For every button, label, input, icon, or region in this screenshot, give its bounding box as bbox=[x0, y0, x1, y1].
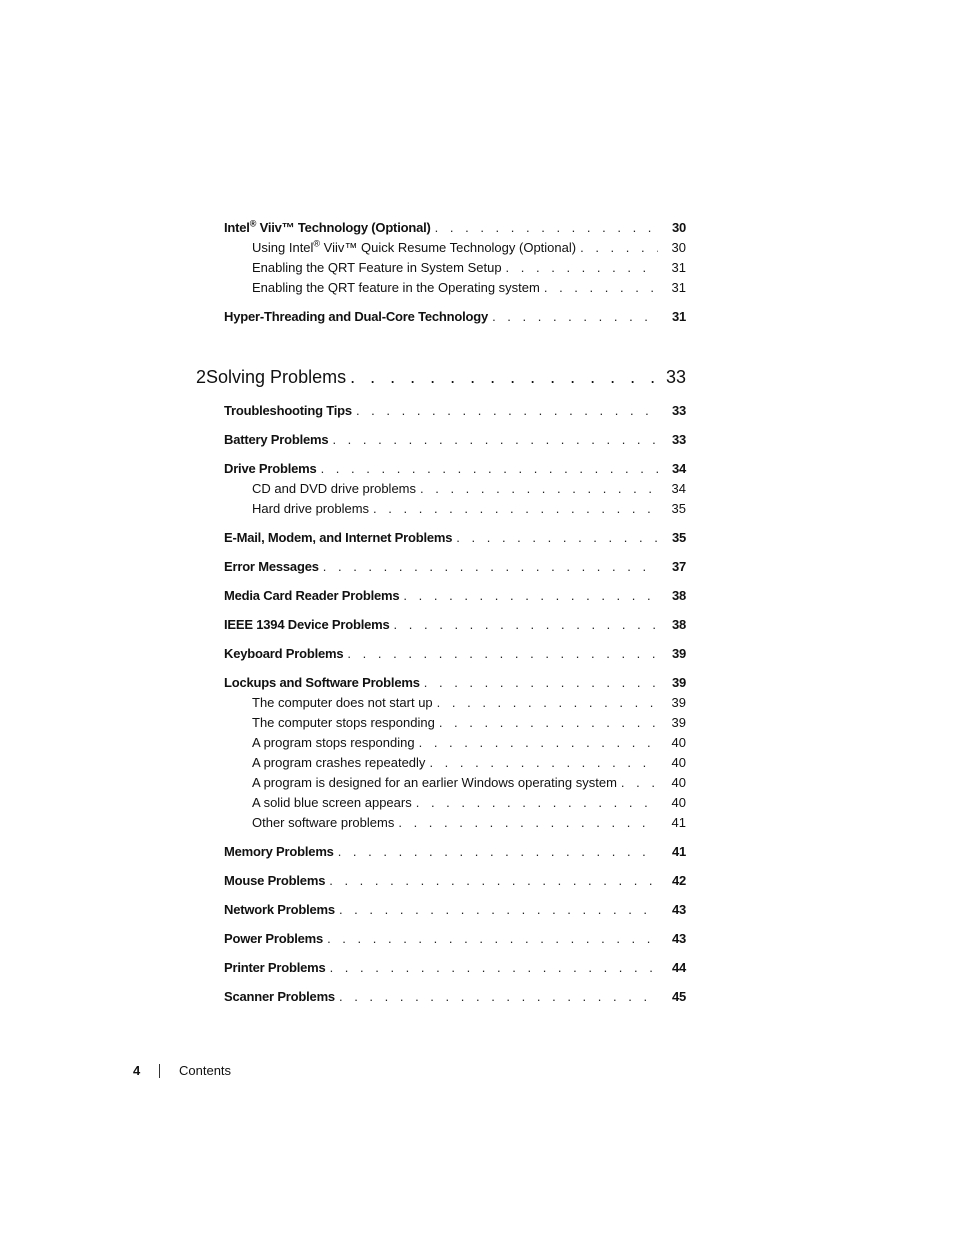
toc-entry-title: Hyper-Threading and Dual-Core Technology bbox=[224, 309, 489, 324]
toc-entry[interactable] bbox=[224, 900, 686, 920]
leader-dots bbox=[327, 929, 658, 949]
toc-entry-page: 30 bbox=[671, 240, 686, 255]
toc-entry-title: A program crashes repeatedly bbox=[252, 755, 426, 770]
toc-entry-title: Other software problems bbox=[252, 815, 395, 830]
leader-dots bbox=[544, 278, 658, 298]
leader-dots bbox=[429, 753, 658, 773]
toc-entry-title: Intel® Viiv™ Technology (Optional) bbox=[224, 218, 431, 235]
toc-subentry[interactable] bbox=[224, 499, 686, 519]
toc-entry-title: Power Problems bbox=[224, 931, 324, 946]
toc-top-section bbox=[224, 218, 686, 327]
toc-entry-page: 30 bbox=[671, 220, 686, 235]
toc-entry-title: Error Messages bbox=[224, 559, 319, 574]
toc-entry-page: 39 bbox=[671, 695, 686, 710]
toc-entry-page: 31 bbox=[671, 309, 686, 324]
leader-dots bbox=[338, 842, 658, 862]
toc-entry-title: A program stops responding bbox=[252, 735, 415, 750]
toc-subentry[interactable] bbox=[224, 479, 686, 499]
toc-entry-page: 40 bbox=[671, 755, 686, 770]
leader-dots bbox=[420, 479, 658, 499]
toc-entry[interactable] bbox=[224, 644, 686, 664]
leader-dots bbox=[492, 307, 658, 327]
leader-dots bbox=[456, 528, 658, 548]
toc-subentry[interactable] bbox=[224, 258, 686, 278]
leader-dots bbox=[339, 900, 658, 920]
toc-entry[interactable] bbox=[224, 842, 686, 862]
toc-entry-page: 44 bbox=[671, 960, 686, 975]
toc-entry-page: 33 bbox=[671, 403, 686, 418]
leader-dots bbox=[424, 673, 658, 693]
toc-entry-title: Hard drive problems bbox=[252, 501, 370, 516]
toc-entry-title: Enabling the QRT Feature in System Setup bbox=[252, 260, 502, 275]
toc-entry[interactable] bbox=[224, 218, 686, 238]
toc-entry-title: Keyboard Problems bbox=[224, 646, 344, 661]
leader-dots bbox=[398, 813, 658, 833]
toc-entry[interactable] bbox=[224, 430, 686, 450]
toc-entry-title: Enabling the QRT feature in the Operating system bbox=[252, 280, 540, 295]
toc-subentry[interactable] bbox=[224, 813, 686, 833]
toc-subentry[interactable] bbox=[224, 713, 686, 733]
toc-entry[interactable] bbox=[224, 528, 686, 548]
footer-section-name: Contents bbox=[179, 1063, 232, 1078]
toc-entry-page: 34 bbox=[671, 461, 686, 476]
toc-entry-page: 39 bbox=[671, 646, 686, 661]
toc-entry-page: 38 bbox=[671, 588, 686, 603]
toc-entry-title: Troubleshooting Tips bbox=[224, 403, 352, 418]
toc-entry-title: CD and DVD drive problems bbox=[252, 481, 417, 496]
toc-entry-title: Printer Problems bbox=[224, 960, 326, 975]
chapter-number: 2 bbox=[196, 367, 207, 387]
toc-entry[interactable] bbox=[224, 958, 686, 978]
toc-entry-page: 37 bbox=[671, 559, 686, 574]
footer-divider bbox=[159, 1064, 160, 1078]
leader-dots bbox=[580, 238, 658, 258]
toc-entry[interactable] bbox=[224, 673, 686, 693]
toc-entry[interactable] bbox=[224, 929, 686, 949]
leader-dots bbox=[321, 459, 658, 479]
toc-entry[interactable] bbox=[224, 987, 686, 1007]
toc-entry-page: 39 bbox=[671, 675, 686, 690]
leader-dots bbox=[621, 773, 658, 793]
leader-dots bbox=[394, 615, 658, 635]
toc-entry-title: Media Card Reader Problems bbox=[224, 588, 400, 603]
toc-entry-page: 40 bbox=[671, 735, 686, 750]
toc-entry-page: 31 bbox=[671, 280, 686, 295]
toc-entry-page: 35 bbox=[671, 501, 686, 516]
toc-entry[interactable] bbox=[224, 307, 686, 327]
toc-entry[interactable] bbox=[224, 459, 686, 479]
toc-entry[interactable] bbox=[224, 615, 686, 635]
toc-entry-page: 43 bbox=[671, 931, 686, 946]
toc-entry-title: Scanner Problems bbox=[224, 989, 335, 1004]
leader-dots bbox=[403, 586, 658, 606]
toc-entry-page: 41 bbox=[671, 815, 686, 830]
toc-subentry[interactable] bbox=[224, 693, 686, 713]
toc-entry-title: Network Problems bbox=[224, 902, 335, 917]
leader-dots bbox=[435, 218, 658, 238]
chapter-heading[interactable] bbox=[196, 364, 686, 390]
toc-entry-title: The computer does not start up bbox=[252, 695, 433, 710]
leader-dots bbox=[339, 987, 658, 1007]
chapter-page: 33 bbox=[665, 367, 686, 387]
leader-dots bbox=[356, 401, 658, 421]
toc-entry-page: 41 bbox=[671, 844, 686, 859]
leader-dots bbox=[419, 733, 658, 753]
leader-dots bbox=[437, 693, 658, 713]
leader-dots bbox=[347, 644, 658, 664]
toc-entry-title: A solid blue screen appears bbox=[252, 795, 412, 810]
leader-dots bbox=[439, 713, 658, 733]
toc-entry-title: Using Intel® Viiv™ Quick Resume Technology (Optional) bbox=[252, 238, 577, 255]
toc-entry-title: Battery Problems bbox=[224, 432, 329, 447]
leader-dots bbox=[330, 958, 658, 978]
leader-dots bbox=[323, 557, 658, 577]
toc-subentry[interactable] bbox=[224, 773, 686, 793]
toc-subentry[interactable] bbox=[224, 793, 686, 813]
leader-dots bbox=[373, 499, 658, 519]
toc-entry-title: IEEE 1394 Device Problems bbox=[224, 617, 390, 632]
toc-entry-page: 42 bbox=[671, 873, 686, 888]
page-footer bbox=[133, 1061, 231, 1081]
toc-entry-page: 45 bbox=[671, 989, 686, 1004]
toc-entry-title: Drive Problems bbox=[224, 461, 317, 476]
toc-entry-title: Mouse Problems bbox=[224, 873, 326, 888]
leader-dots bbox=[332, 430, 658, 450]
toc-entry-title: Lockups and Software Problems bbox=[224, 675, 420, 690]
toc-entry-title: A program is designed for an earlier Windows operating system bbox=[252, 775, 617, 790]
chapter-title: Solving Problems bbox=[206, 367, 347, 387]
toc-entry-page: 40 bbox=[671, 795, 686, 810]
leader-dots bbox=[350, 364, 656, 390]
toc-subentry[interactable] bbox=[224, 753, 686, 773]
toc-entry-page: 38 bbox=[671, 617, 686, 632]
toc-subentry[interactable] bbox=[224, 733, 686, 753]
toc-entry-page: 40 bbox=[671, 775, 686, 790]
toc-entry-page: 34 bbox=[671, 481, 686, 496]
toc-entry[interactable] bbox=[224, 871, 686, 891]
toc-entry-title: Memory Problems bbox=[224, 844, 334, 859]
leader-dots bbox=[506, 258, 658, 278]
leader-dots bbox=[416, 793, 658, 813]
toc-chapter-entries bbox=[224, 401, 686, 1007]
toc-entry-title: E-Mail, Modem, and Internet Problems bbox=[224, 530, 453, 545]
footer-page-number: 4 bbox=[133, 1063, 141, 1078]
leader-dots bbox=[329, 871, 658, 891]
toc-entry[interactable] bbox=[224, 557, 686, 577]
toc-entry-page: 39 bbox=[671, 715, 686, 730]
toc-entry-page: 33 bbox=[671, 432, 686, 447]
toc-entry-page: 35 bbox=[671, 530, 686, 545]
toc-subentry[interactable] bbox=[224, 278, 686, 298]
toc-subentry[interactable] bbox=[224, 238, 686, 258]
toc-entry-page: 31 bbox=[671, 260, 686, 275]
toc-entry-title: The computer stops responding bbox=[252, 715, 435, 730]
toc-entry[interactable] bbox=[224, 586, 686, 606]
toc-entry[interactable] bbox=[224, 401, 686, 421]
toc-entry-page: 43 bbox=[671, 902, 686, 917]
